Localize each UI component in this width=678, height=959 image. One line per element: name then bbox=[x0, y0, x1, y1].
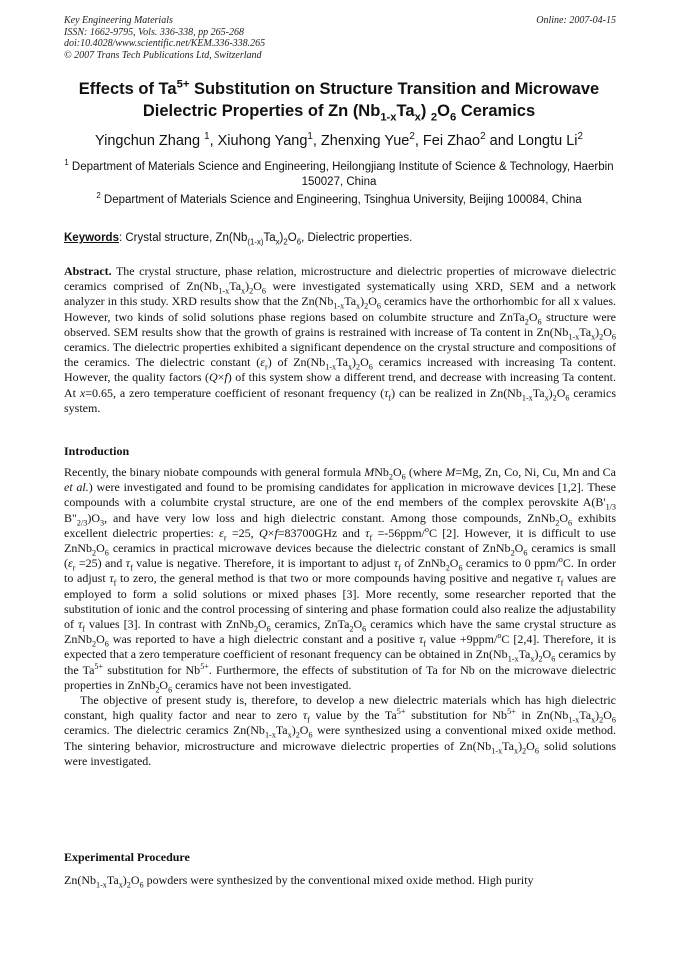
affiliation-2: $^2$ Department of Materials Science and Engineering, Tsinghua University, Beijing 100084, China bbox=[96, 191, 582, 206]
journal-doi[interactable]: doi:10.4028/www.scientific.net/KEM.336-338.265 bbox=[64, 38, 266, 49]
introduction-paragraph-2: The objective of present study is, therefore, to develop a new dielectric materials which has high dielectric constant, high quality factor and near to zero $\tau_f$ value by the $Ta^{5+}$ substitution for $Nb^{5+}$ in $Zn(Nb_{1-x}Ta_x)_2O_6$ ceramics. The dielectric ceramics $Zn(Nb_{1-x}Ta_x)_2O_6$ were synthesized using a conventional mixed oxide method. The sintering behavior, microstructure and microwave dielectric properties of $Zn(Nb_{1-x}Ta_x)_2O_6$ solid solutions were investigated. bbox=[64, 693, 616, 768]
journal-header bbox=[64, 15, 616, 61]
introduction-heading: Introduction bbox=[64, 444, 130, 458]
keywords-label: Keywords bbox=[64, 232, 119, 244]
paper-title bbox=[40, 78, 638, 122]
title-line-2: Dielectric Properties of Zn $(Nb_{1-x}Ta_x)$ $_2O_6$ Ceramics bbox=[142, 102, 536, 124]
title-line-1: Effects of $Ta^{5+}$ Substitution on Structure Transition and Microwave bbox=[78, 78, 600, 98]
online-date: Online: 2007-04-15 bbox=[536, 15, 616, 26]
keywords: Keywords: Crystal structure, $Zn(Nb_{(1-x)}Ta_x)_2O_6$, Dielectric properties. bbox=[64, 232, 413, 247]
experimental-heading: Experimental Procedure bbox=[64, 850, 190, 864]
abstract: Abstract. The crystal structure, phase relation, microstructure and dielectric properties of microwave dielectric ceramics comprised of $Zn(Nb_{1-x}Ta_x)_2O_6$ were investigated systematically using XRD, SEM and a network analyzer in this study. XRD results show that the $Zn(Nb_{1-x}Ta_x)_2O_6$ ceramics have the orthorhombic for all x values. However, two kinds of solid solutions phase regions based on columbite structure and $ZnTa_2O_6$ structure were observed. SEM results show that the growth of grains is restrained with increase of Ta content in $Zn(Nb_{1-x}Ta_x)_2O_6$ ceramics. The dielectric properties exhibited a significant dependence on the crystal structure and compositions of the ceramics. The dielectric constant $(\varepsilon_r)$ of $Zn(Nb_{1-x}Ta_x)_2O_6$ ceramics increased with increasing Ta content. However, the quality factors (Q×f) of this system show a different trend, and decrease with increasing Ta content. At x=0.65, a zero temperature coefficient of resonant frequency $(\tau_f)$ can be realized in $Zn(Nb_{1-x}Ta_x)_2O_6$ ceramics system. bbox=[64, 264, 616, 415]
affiliation-1: $^1$ Department of Materials Science and Engineering, Heilongjiang Institute of Science & Technology, Haerbin 150027, China bbox=[64, 158, 614, 188]
journal-copyright: © 2007 Trans Tech Publications Ltd, Switzerland bbox=[64, 49, 262, 61]
journal-issn: ISSN: 1662-9795, Vols. 336-338, pp 265-268 bbox=[64, 26, 244, 38]
introduction-paragraph-1: Recently, the binary niobate compounds with general formula $MNb_2O_6$ (where M=Mg, Zn, Co, Ni, Cu, Mn and Ca et al.) were investigated and found to be promising candidates for application in microwave devices [1,2]. These compounds with a columbite crystal structure, are one of the end members of the complex perovskite $A(B'_{1/3}$ $B"_{2/3})O_3$, and have very low loss and high dielectric constant. Among those compounds, $ZnNb_2O_6$ exhibits excellent dielectric properties: $\varepsilon_r =25$, Q×f=83700GHz and $\tau_f =-56ppm/^oC$ [2]. However, it is difficult to use $ZnNb_2O_6$ ceramics in practical microwave devices because the dielectric constant of $ZnNb_2O_6$ ceramics is small $(\varepsilon_r =25)$ and $\tau_f$ value is negative. Therefore, it is important to adjust $\tau_f$ of $ZnNb_2O_6$ ceramics to 0 ppm/$^o$C. In order to adjust $\tau_f$ to zero, the general method is that two or more compounds having positive and negative $\tau_f$ values are employed to form a solid solutions or mixed phases [3]. More recently, some researcher reported that the substitution of ionic and the control processing of sintering and phase formation could also realize the adjustability of $\tau_f$ values [3]. In contrast with $ZnNb_2O_6$ ceramics, $ZnTa_2O_6$ ceramics which have the same crystal structure as $ZnNb_2O_6$ was reported to have a high dielectric constant and a positive $\tau_f$ value +9ppm/$^o$C [2,4]. Therefore, it is expected that a zero temperature coefficient of resonant frequency can be obtained in $Zn(Nb_{1-x}Ta_x)_2O_6$ ceramics by the $Ta^{5+}$ substitution for $Nb^{5+}$. Furthermore, the effects of substitution of Ta for Nb on the microwave dielectric properties in $ZnNb_2O_6$ ceramics have not been investigated. bbox=[64, 465, 617, 695]
experimental-body: $Zn(Nb_{1-x}Ta_x)_2O_6$ powders were synthesized by the conventional mixed oxide method. High purity bbox=[64, 873, 534, 890]
author-list: Yingchun Zhang $^1$, Xiuhong Yang$^1$, Zhenxing Yue$^2$, Fei Zhao$^2$ and Longtu Li$^2$ bbox=[94, 131, 584, 149]
journal-name: Key Engineering Materials bbox=[64, 15, 173, 26]
abstract-label: Abstract. bbox=[64, 264, 112, 278]
introduction-body bbox=[64, 465, 616, 769]
